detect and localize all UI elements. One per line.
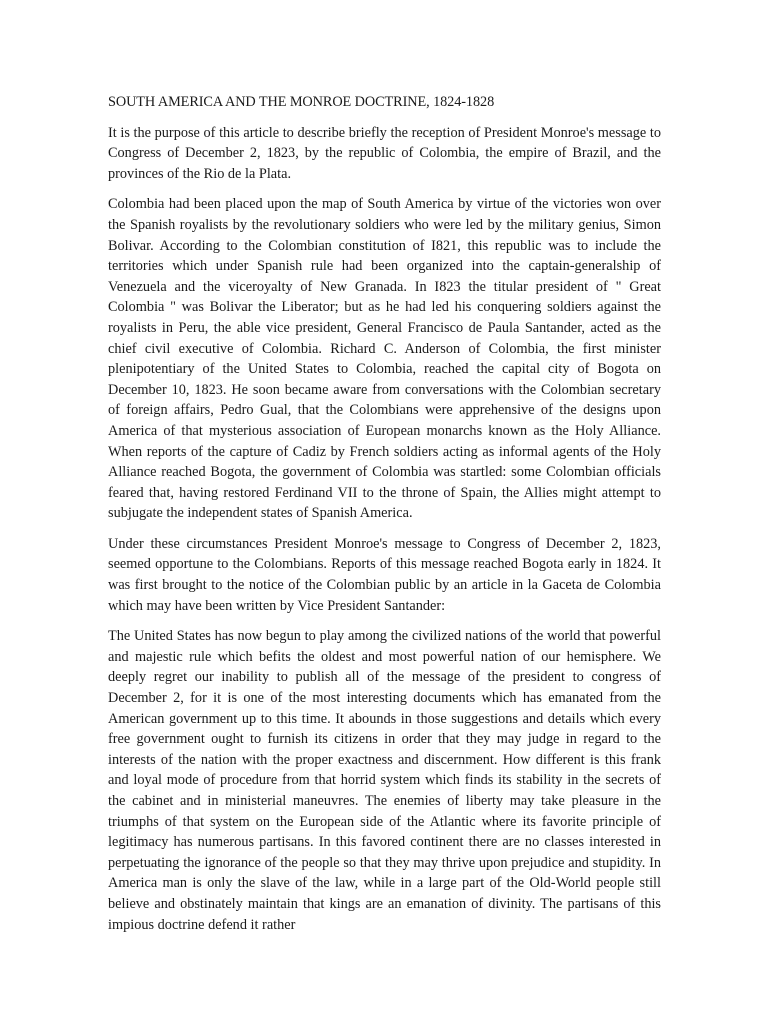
paragraph-intro: It is the purpose of this article to describe briefly the reception of President Monroe's message to Congress of December 2, 1823, by the republic of Colombia, the empire of Brazil, and the provinces of the Rio de la Plata. (108, 124, 661, 182)
paragraph-colombia: Colombia had been placed upon the map of South America by virtue of the victories won over the Spanish royalists by the revolutionary soldiers who were led by the military genius, Simon Bolivar. According to the Colombian constitution of I821, this republic was to include the territories which under Spanish rule had been organized into the captain-generalship of Venezuela and the viceroyalty of New Granada. In I823 the titular president of " Great Colombia " was Bolivar the Liberator; but as he had led his conquering soldiers against the royalists in Peru, the able vice president, General Francisco de Paula Santander, acted as the chief civil executive of Colombia. Richard C. Anderson of Colombia, the first minister plenipotentiary of the United States to Colombia, reached the capital city of Bogota on December 10, 1823. He soon became aware from conversations with the Colombian secretary of foreign affairs, Pedro Gual, that the Colombians were apprehensive of the designs upon America of that mysterious association of European monarchs known as the Holy Alliance. When reports of the capture of Cadiz by French soldiers acting as informal agents of the Holy Alliance reached Bogota, the government of Colombia was startled: some Colombian officials feared that, having restored Ferdinand VII to the throne of Spain, the Allies might attempt to subjugate the independent states of Spanish America. (108, 196, 661, 522)
document-title: SOUTH AMERICA AND THE MONROE DOCTRINE, 1824-1828 (108, 94, 495, 110)
paragraph-gaceta-quote: The United States has now begun to play among the civilized nations of the world that powerful and majestic rule which befits the oldest and most powerful nation of our hemisphere. We deeply regret our inability to publish all of the message of the president to congress of December 2, for it is one of the most interesting documents which has emanated from the American government up to this time. It abounds in those suggestions and details which every free government ought to furnish its citizens in order that they may judge in regard to the interests of the nation with the proper exactness and discernment. How different is this frank and loyal mode of procedure from that horrid system which finds its stability in the secrets of the cabinet and in ministerial maneuvres. The enemies of liberty may take pleasure in the triumphs of that system on the European side of the Atlantic where its favorite principle of legitimacy has numerous partisans. In this favored continent there are no classes interested in perpetuating the ignorance of the people so that they may thrive upon prejudice and stupidity. In America man is only the slave of the law, while in a large part of the Old-World people still believe and obstinately maintain that kings are an emanation of divinity. The partisans of this impious doctrine defend it rather (108, 628, 661, 933)
paragraph-circumstances: Under these circumstances President Monroe's message to Congress of December 2, 1823, seemed opportune to the Colombians. Reports of this message reached Bogota early in 1824. It was first brought to the notice of the Colombian public by an article in la Gaceta de Colombia which may have been written by Vice President Santander: (108, 535, 661, 614)
